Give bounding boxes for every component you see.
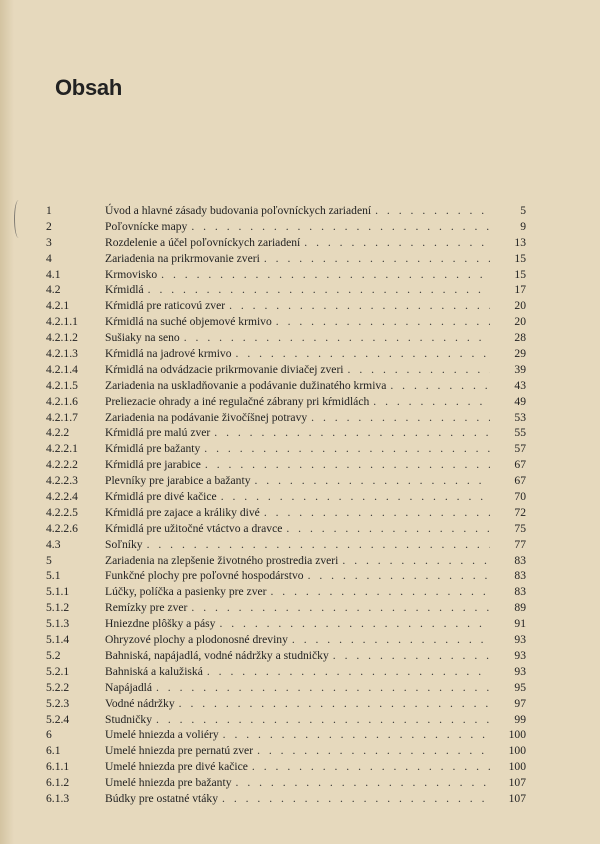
toc-section-number: 5.1.2 <box>46 601 70 615</box>
toc-title-cell <box>105 616 490 632</box>
toc-page-number: 97 <box>514 696 526 710</box>
pen-mark <box>14 200 23 238</box>
toc-dot-leader <box>264 251 490 267</box>
toc-section-title: Kŕmidlá pre malú zver <box>105 426 211 440</box>
toc-title-cell <box>105 712 490 728</box>
toc-dot-leader <box>219 616 490 632</box>
toc-dot-leader <box>236 775 490 791</box>
toc-title-cell <box>105 394 490 410</box>
toc-section-number: 4.2.1.3 <box>46 347 78 361</box>
toc-title-cell <box>105 314 490 330</box>
toc-title-cell <box>105 505 490 521</box>
toc-row[interactable] <box>46 251 526 267</box>
toc-dot-leader <box>156 712 490 728</box>
toc-section-title: Búdky pre ostatné vtáky <box>105 791 219 805</box>
toc-section-title: Kŕmidlá pre jarabice <box>105 458 201 472</box>
toc-section-number: 4.2.2.6 <box>46 521 78 535</box>
toc-section-number: 6.1.3 <box>46 791 70 805</box>
toc-section-title: Umelé hniezda a voliéry <box>105 728 219 742</box>
toc-title-cell <box>105 632 490 648</box>
toc-row[interactable] <box>46 282 526 298</box>
toc-section-title: Zariadenia na prikrmovanie zveri <box>105 251 260 265</box>
toc-title-cell <box>105 521 490 537</box>
toc-title-cell <box>105 775 490 791</box>
toc-page-number: 75 <box>514 521 526 535</box>
toc-section-number: 4.2.1.1 <box>46 315 78 329</box>
toc-dot-leader <box>205 457 490 473</box>
toc-dot-leader <box>222 791 490 807</box>
toc-page-number: 89 <box>514 601 526 615</box>
toc-section-number: 4.2.2.5 <box>46 505 78 519</box>
toc-section-title: Kŕmidlá na suché objemové krmivo <box>105 315 272 329</box>
toc-page-number: 39 <box>514 362 526 376</box>
toc-row[interactable] <box>46 441 526 457</box>
toc-section-title: Rozdelenie a účel poľovníckych zariadení <box>105 235 301 249</box>
toc-section-number: 5.2.1 <box>46 664 70 678</box>
toc-title-cell <box>105 473 490 489</box>
page-gutter-shade <box>0 0 14 844</box>
toc-dot-leader <box>156 680 490 696</box>
toc-row[interactable] <box>46 378 526 394</box>
toc-row[interactable] <box>46 791 526 807</box>
toc-section-title: Lúčky, políčka a pasienky pre zver <box>105 585 267 599</box>
toc-page-number: 72 <box>514 505 526 519</box>
toc-dot-leader <box>207 664 490 680</box>
toc-section-number: 4.1 <box>46 267 61 281</box>
toc-section-number: 6.1.2 <box>46 776 70 790</box>
toc-dot-leader <box>286 521 490 537</box>
toc-title-cell <box>105 282 490 298</box>
toc-dot-leader <box>148 282 490 298</box>
toc-section-title: Kŕmidlá na odvádzacie prikrmovanie diviačej zveri <box>105 362 344 376</box>
toc-row[interactable] <box>46 775 526 791</box>
toc-section-number: 4.2.1.6 <box>46 394 78 408</box>
toc-row[interactable] <box>46 219 526 235</box>
toc-dot-leader <box>373 394 490 410</box>
toc-dot-leader <box>348 362 490 378</box>
toc-section-number: 5.2.3 <box>46 696 70 710</box>
toc-title-cell <box>105 457 490 473</box>
toc-row[interactable] <box>46 425 526 441</box>
toc-page-number: 49 <box>514 394 526 408</box>
toc-section-number: 6 <box>46 728 52 742</box>
toc-section-number: 5.1.1 <box>46 585 70 599</box>
toc-title-cell <box>105 759 490 775</box>
toc-section-title: Kŕmidlá pre bažanty <box>105 442 201 456</box>
toc-title-cell <box>105 346 490 362</box>
toc-page-number: 100 <box>508 728 526 742</box>
toc-section-title: Umelé hniezda pre bažanty <box>105 776 232 790</box>
toc-row[interactable] <box>46 410 526 426</box>
toc-page-number: 28 <box>514 331 526 345</box>
toc-section-number: 5.2 <box>46 648 61 662</box>
toc-dot-leader <box>229 298 490 314</box>
toc-dot-leader <box>191 219 490 235</box>
toc-section-title: Studničky <box>105 712 153 726</box>
toc-section-number: 4.2.1.7 <box>46 410 78 424</box>
toc-title-cell <box>105 791 490 807</box>
toc-title-cell <box>105 648 490 664</box>
toc-section-number: 4.2.1 <box>46 299 70 313</box>
toc-dot-leader <box>147 537 490 553</box>
toc-row[interactable] <box>46 267 526 283</box>
toc-section-number: 6.1 <box>46 744 61 758</box>
toc-section-number: 5 <box>46 553 52 567</box>
toc-section-title: Krmovisko <box>105 267 158 281</box>
toc-dot-leader <box>221 489 490 505</box>
toc-page-number: 9 <box>520 219 526 233</box>
toc-row[interactable] <box>46 584 526 600</box>
toc-section-number: 5.1 <box>46 569 61 583</box>
toc-dot-leader <box>236 346 490 362</box>
toc-section-title: Bahniská a kalužiská <box>105 664 203 678</box>
toc-dot-leader <box>304 235 490 251</box>
toc-page-number: 55 <box>514 426 526 440</box>
toc-page-number: 100 <box>508 744 526 758</box>
toc-page-number: 57 <box>514 442 526 456</box>
toc-page-number: 29 <box>514 347 526 361</box>
toc-page-number: 93 <box>514 633 526 647</box>
toc-section-title: Umelé hniezda pre pernatú zver <box>105 744 254 758</box>
toc-title-cell <box>105 298 490 314</box>
toc-section-title: Kŕmidlá pre raticovú zver <box>105 299 226 313</box>
toc-title-cell <box>105 600 490 616</box>
toc-section-number: 4.2.1.2 <box>46 331 78 345</box>
toc-row[interactable] <box>46 743 526 759</box>
toc-section-number: 4.2.2.2 <box>46 458 78 472</box>
toc-section-title: Soľníky <box>105 537 143 551</box>
toc-dot-leader <box>375 203 490 219</box>
toc-page-number: 83 <box>514 553 526 567</box>
toc-row[interactable] <box>46 696 526 712</box>
toc-section-title: Plevníky pre jarabice a bažanty <box>105 474 251 488</box>
toc-page-number: 93 <box>514 648 526 662</box>
toc-title-cell <box>105 489 490 505</box>
toc-title-cell <box>105 553 490 569</box>
toc-page-number: 100 <box>508 760 526 774</box>
toc-dot-leader <box>255 473 491 489</box>
toc-section-number: 4.2.1.4 <box>46 362 78 376</box>
toc-title-cell <box>105 267 490 283</box>
toc-title-cell <box>105 537 490 553</box>
toc-section-title: Remízky pre zver <box>105 601 188 615</box>
toc-title-cell <box>105 441 490 457</box>
toc-section-title: Úvod a hlavné zásady budovania poľovníckych zariadení <box>105 204 372 217</box>
toc-title-cell <box>105 584 490 600</box>
toc-section-number: 4.3 <box>46 537 61 551</box>
toc-section-title: Ohryzové plochy a plodonosné dreviny <box>105 633 288 647</box>
toc-page-number: 77 <box>514 537 526 551</box>
toc-section-number: 5.1.3 <box>46 617 70 631</box>
toc-dot-leader <box>308 568 490 584</box>
toc-title-cell <box>105 378 490 394</box>
toc-section-title: Zariadenia na zlepšenie životného prostredia zveri <box>105 553 339 567</box>
toc-section-number: 1 <box>46 204 52 217</box>
toc-page-number: 95 <box>514 680 526 694</box>
toc-page-number: 99 <box>514 712 526 726</box>
toc-row[interactable] <box>46 362 526 378</box>
toc-section-number: 5.2.2 <box>46 680 70 694</box>
toc-section-title: Bahniská, napájadlá, vodné nádržky a studničky <box>105 648 329 662</box>
table-of-contents <box>46 203 526 807</box>
toc-page-number: 107 <box>508 776 526 790</box>
toc-dot-leader <box>204 441 490 457</box>
toc-dot-leader <box>276 314 490 330</box>
toc-row[interactable] <box>46 616 526 632</box>
toc-title-cell <box>105 219 490 235</box>
toc-page-number: 91 <box>514 617 526 631</box>
toc-dot-leader <box>271 584 491 600</box>
toc-page-number: 15 <box>514 267 526 281</box>
toc-section-number: 4.2 <box>46 283 61 297</box>
toc-page-number: 83 <box>514 569 526 583</box>
toc-row[interactable] <box>46 712 526 728</box>
toc-page-number: 53 <box>514 410 526 424</box>
toc-section-title: Kŕmidlá pre užitočné vtáctvo a dravce <box>105 521 283 535</box>
toc-dot-leader <box>223 727 490 743</box>
toc-section-number: 3 <box>46 235 52 249</box>
toc-section-number: 4.2.2.3 <box>46 474 78 488</box>
toc-page-number: 67 <box>514 458 526 472</box>
toc-page-number: 70 <box>514 490 526 504</box>
toc-section-number: 4 <box>46 251 52 265</box>
toc-row[interactable] <box>46 298 526 314</box>
toc-section-number: 5.2.4 <box>46 712 70 726</box>
toc-dot-leader <box>333 648 490 664</box>
toc-row[interactable] <box>46 664 526 680</box>
toc-row[interactable] <box>46 648 526 664</box>
toc-section-title: Preliezacie ohrady a iné regulačné zábrany pri kŕmidlách <box>105 394 370 408</box>
toc-section-title: Hniezdne plôšky a pásy <box>105 617 216 631</box>
toc-dot-leader <box>390 378 490 394</box>
toc-section-title: Kŕmidlá <box>105 283 144 297</box>
toc-row[interactable] <box>46 314 526 330</box>
toc-section-title: Zariadenia na podávanie živočíšnej potravy <box>105 410 308 424</box>
toc-page-number: 107 <box>508 791 526 805</box>
toc-section-number: 6.1.1 <box>46 760 70 774</box>
toc-section-number: 4.2.1.5 <box>46 378 78 392</box>
toc-title-cell <box>105 680 490 696</box>
toc-section-title: Kŕmidlá na jadrové krmivo <box>105 347 232 361</box>
toc-page-number: 43 <box>514 378 526 392</box>
toc-section-title: Napájadlá <box>105 680 152 694</box>
toc-row[interactable] <box>46 330 526 346</box>
toc-row[interactable] <box>46 235 526 251</box>
toc-row[interactable] <box>46 727 526 743</box>
toc-row[interactable] <box>46 203 526 219</box>
toc-title-cell <box>105 568 490 584</box>
toc-page-number: 13 <box>514 235 526 249</box>
toc-row[interactable] <box>46 473 526 489</box>
toc-title-cell <box>105 727 490 743</box>
toc-page-number: 5 <box>520 204 526 217</box>
toc-section-title: Zariadenia na uskladňovanie a podávanie dužinatého krmiva <box>105 378 387 392</box>
toc-page-number: 67 <box>514 474 526 488</box>
toc-row[interactable] <box>46 537 526 553</box>
toc-section-number: 5.1.4 <box>46 633 70 647</box>
toc-page-number: 17 <box>514 283 526 297</box>
toc-title-cell <box>105 425 490 441</box>
toc-section-number: 4.2.2.1 <box>46 442 78 456</box>
toc-section-number: 2 <box>46 219 52 233</box>
page-title: Obsah <box>55 74 122 100</box>
toc-row[interactable] <box>46 600 526 616</box>
toc-dot-leader <box>257 743 490 759</box>
toc-page-number: 20 <box>514 315 526 329</box>
toc-dot-leader <box>311 410 490 426</box>
toc-section-title: Sušiaky na seno <box>105 331 180 345</box>
toc-title-cell <box>105 203 490 219</box>
toc-dot-leader <box>191 600 490 616</box>
toc-row[interactable] <box>46 632 526 648</box>
toc-title-cell <box>105 664 490 680</box>
toc-page-number: 93 <box>514 664 526 678</box>
toc-page-number: 20 <box>514 299 526 313</box>
toc-section-number: 4.2.2.4 <box>46 490 78 504</box>
toc-row[interactable] <box>46 489 526 505</box>
toc-row[interactable] <box>46 505 526 521</box>
toc-dot-leader <box>184 330 490 346</box>
toc-section-title: Umelé hniezda pre divé kačice <box>105 760 248 774</box>
toc-title-cell <box>105 743 490 759</box>
toc-section-title: Funkčné plochy pre poľovné hospodárstvo <box>105 569 304 583</box>
toc-row[interactable] <box>46 346 526 362</box>
toc-row[interactable] <box>46 553 526 569</box>
toc-page-number: 15 <box>514 251 526 265</box>
toc-title-cell <box>105 251 490 267</box>
toc-row[interactable] <box>46 521 526 537</box>
toc-section-title: Kŕmidlá pre divé kačice <box>105 490 217 504</box>
toc-title-cell <box>105 696 490 712</box>
toc-dot-leader <box>161 267 490 283</box>
toc-row[interactable] <box>46 759 526 775</box>
toc-section-number: 4.2.2 <box>46 426 70 440</box>
toc-row[interactable] <box>46 680 526 696</box>
toc-dot-leader <box>292 632 490 648</box>
toc-dot-leader <box>342 553 490 569</box>
toc-title-cell <box>105 330 490 346</box>
toc-section-title: Vodné nádržky <box>105 696 175 710</box>
toc-dot-leader <box>179 696 490 712</box>
toc-section-title: Kŕmidlá pre zajace a králiky divé <box>105 505 260 519</box>
toc-title-cell <box>105 362 490 378</box>
toc-page-number: 83 <box>514 585 526 599</box>
toc-dot-leader <box>264 505 490 521</box>
toc-title-cell <box>105 235 490 251</box>
toc-section-title: Poľovnícke mapy <box>105 219 188 233</box>
toc-row[interactable] <box>46 394 526 410</box>
toc-dot-leader <box>214 425 490 441</box>
toc-row[interactable] <box>46 568 526 584</box>
toc-dot-leader <box>252 759 490 775</box>
toc-title-cell <box>105 410 490 426</box>
toc-row[interactable] <box>46 457 526 473</box>
